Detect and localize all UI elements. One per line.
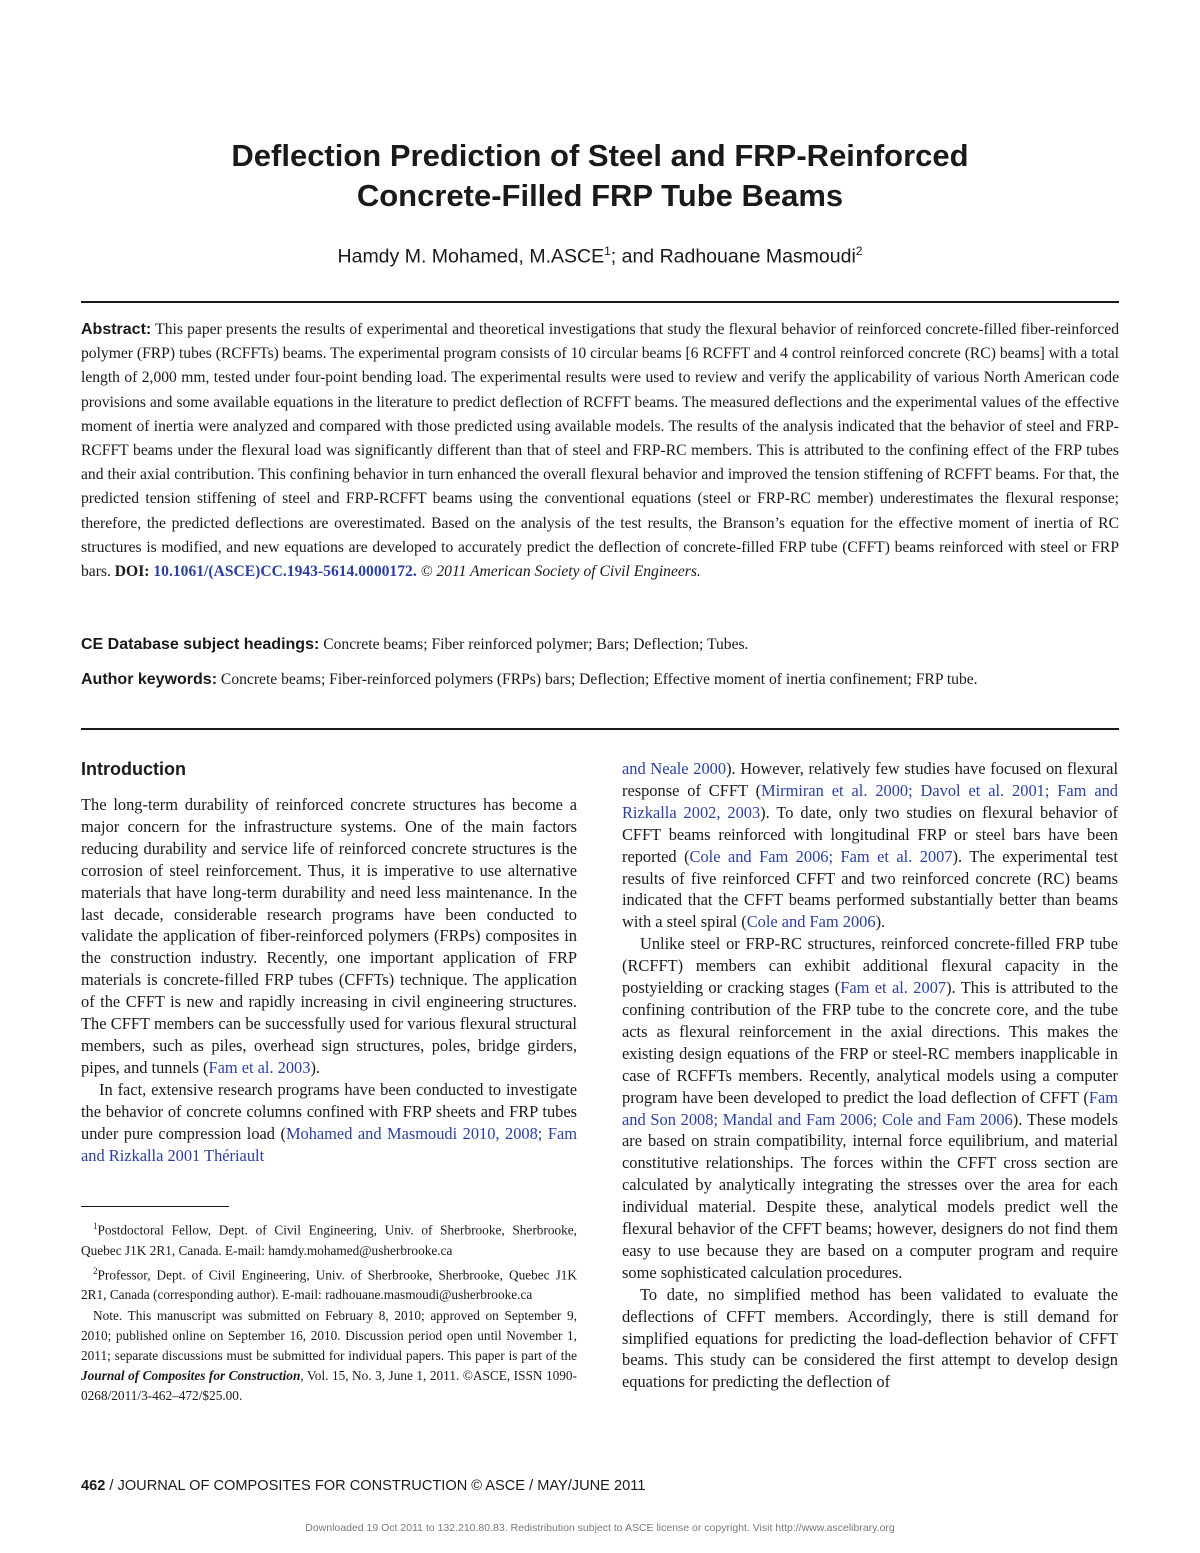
abstract-bottom-rule [81, 728, 1119, 730]
paper-title-line-1: Deflection Prediction of Steel and FRP-Reinforced [231, 138, 969, 173]
copyright-notice: © 2011 American Society of Civil Engineers. [420, 563, 701, 581]
citation-link[interactable]: Mirmiran et al. 2000; Davol et al. 2001; Fam and Rizkalla 2002, 2003 [622, 780, 1118, 822]
abstract-block [81, 318, 1119, 584]
citation-link[interactable]: Fam and Son 2008; Mandal and Fam 2006; Cole and Fam 2006 [622, 1087, 1118, 1129]
footnote-2-mark: 2 [93, 1265, 98, 1276]
right-p1-text-a: ). However, relatively few studies have focused on flexural response of CFFT ( [622, 759, 1119, 800]
citation-link[interactable]: Fam et al. 2003 [208, 1057, 311, 1077]
download-notice: Downloaded 19 Oct 2011 to 132.210.80.83. Redistribution subject to ASCE license or copyright. Visit http://www.ascelibrary.org [305, 1522, 895, 1534]
subject-headings-text: Concrete beams; Fiber reinforced polymer; Bars; Deflection; Tubes. [323, 636, 749, 653]
author-list [80, 244, 1120, 269]
right-p2-text-b: ). This is attributed to the confining contribution of the FRP tube to the concrete core, and the tube acts as flexural reinforcement in the axial directions. This makes the existing design equations of the FRP or steel-RC members inapplicable in case of RCFFTs members. Recently, analytical models using a computer program have been developed to predict the load deflection of CFFT ( [622, 978, 1118, 1107]
journal-footer-text: / JOURNAL OF COMPOSITES FOR CONSTRUCTION © ASCE / MAY/JUNE 2011 [105, 1478, 646, 1494]
author-1: Hamdy M. Mohamed, M.ASCE [337, 245, 605, 268]
footnote-rule [81, 1206, 229, 1207]
manuscript-note [81, 1306, 577, 1407]
note-text-end: , Vol. 15, No. 3, June 1, 2011. ©ASCE, ISSN 1090-0268/2011/3-462–472/$25.00. [81, 1368, 577, 1404]
intro-paragraph-1 [81, 794, 577, 1079]
footnote-2 [81, 1261, 577, 1306]
intro-p2-text: In fact, extensive research programs have been conducted to investigate the behavior of concrete columns confined with FRP sheets and FRP tubes under pure compression load ( [81, 1079, 577, 1143]
doi-link[interactable]: 10.1061/(ASCE)CC.1943-5614.0000172. [153, 563, 417, 581]
footnote-1 [81, 1216, 577, 1261]
right-p1-text-d: ). [875, 912, 886, 932]
section-heading-introduction: Introduction [81, 759, 186, 779]
citation-link[interactable]: Fam et al. 2007 [840, 978, 947, 998]
author-1-mark: 1 [604, 244, 611, 258]
right-column [622, 758, 1118, 1393]
right-p1-text-b: ). To date, only two studies on flexural behavior of CFFT beams reinforced with longitudinal FRP or steel bars have been reported ( [622, 802, 1118, 866]
right-paragraph-3: To date, no simplified method has been validated to evaluate the deflections of CFFT members. Accordingly, there is still demand for simplified equations for predicting the load-deflection behavior of CFFT beams. This study can be considered the first attempt to develop design equations for predicting the deflection of [622, 1284, 1118, 1392]
paper-title [80, 136, 1120, 216]
journal-footer [81, 1478, 645, 1494]
paper-title-line-2: Concrete-Filled FRP Tube Beams [356, 178, 844, 213]
author-keywords-text: Concrete beams; Fiber-reinforced polymers (FRPs) bars; Deflection; Effective moment of inertia confinement; FRP tube. [220, 671, 978, 688]
subject-headings-label: CE Database subject headings: [81, 636, 320, 653]
footnote-1-text: Postdoctoral Fellow, Dept. of Civil Engineering, Univ. of Sherbrooke, Sherbrooke, Quebec J1K 2R1, Canada. E-mail: hamdy.mohamed@usherbrooke.ca [81, 1222, 577, 1258]
footnote-2-text: Professor, Dept. of Civil Engineering, Univ. of Sherbrooke, Sherbrooke, Quebec J1K 2R1, Canada (corresponding author). E-mail: radhouane.masmoudi@usherbrooke.ca [81, 1267, 577, 1303]
abstract-label: Abstract: [81, 321, 152, 338]
right-paragraph-1 [622, 758, 1118, 933]
author-2-mark: 2 [855, 244, 863, 258]
left-column [81, 758, 577, 1166]
footnote-1-mark: 1 [93, 1221, 98, 1231]
author-separator: ; and Radhouane Masmoudi [610, 245, 856, 268]
footnotes [81, 1216, 577, 1407]
author-keywords [81, 668, 1119, 692]
intro-paragraph-2 [81, 1079, 577, 1167]
citation-link[interactable]: and Neale 2000 [622, 759, 727, 778]
right-p1-text-c: ). The experimental test results of five reinforced CFFT and two reinforced concrete (RC) beams indicated that the CFFT beams performed substantially better than beams with a steel spiral ( [622, 846, 1118, 932]
intro-p1-text: The long-term durability of reinforced concrete structures has become a major concern for the infrastructure systems. One of the main factors reducing durability and service life of reinforced concrete structures is the corrosion of steel reinforcement. Thus, it is imperative to use alternative materials that have long-term durability and need less maintenance. In the last decade, considerable research programs have been conducted to validate the application of fiber-reinforced polymers (FRPs) composites in the construction industry. Recently, one important application of FRP materials is concrete-filled FRP tubes (CFFTs) technique. The application of the CFFT is new and rapidly increasing in civil engineering structures. The CFFT members can be successfully used for various flexural structural members, such as piles, overhead sign structures, poles, bridge girders, pipes, and tunnels ( [81, 795, 577, 1077]
right-p2-text-a: Unlike steel or FRP-RC structures, reinforced concrete-filled FRP tube (RCFFT) members can exhibit additional flexural capacity in the postyielding or cracking stages ( [622, 934, 1118, 998]
citation-link[interactable]: Mohamed and Masmoudi 2010, 2008; Fam and Rizkalla 2001 Thériault [81, 1123, 577, 1165]
abstract-top-rule [81, 301, 1119, 303]
citation-link[interactable]: Cole and Fam 2006 [746, 912, 876, 932]
note-journal: Journal of Composites for Construction [81, 1368, 301, 1384]
right-p2-text-c: ). These models are based on strain compatibility, internal force equilibrium, and material constitutive relationships. The forces within the CFFT cross section are calculated by analytically integrating the stresses over the area for each individual material. Despite these, analytical models predict well the flexural behavior of the CFFT beams; however, designers do not find them easy to use because they are based on a computer program and require some sophisticated calculation procedures. [622, 1109, 1118, 1282]
intro-p1-end: ). [310, 1057, 321, 1077]
doi-label: DOI: [114, 563, 150, 581]
abstract-text: This paper presents the results of experimental and theoretical investigations that study the flexural behavior of reinforced concrete-filled fiber-reinforced polymer (FRP) tubes (RCFFTs) beams. The experimental program consists of 10 circular beams [6 RCFFT and 4 control reinforced concrete (RC) beams] with a total length of 2,000 mm, tested under four-point bending load. The experimental results were used to review and verify the applicability of various North American code provisions and some available equations in the literature to predict deflection of RCFFT beams. The measured deflections and the experimental values of the effective moment of inertia were analyzed and compared with those predicted using available models. The results of the analysis indicated that the behavior of steel and FRP-RCFFT beams under the flexural load was significantly different than that of steel and FRP-RC members. This is attributed to the confining effect of the FRP tubes and their axial contribution. This confining behavior in turn enhanced the overall flexural behavior and improved the tension stiffening of RCFFT beams. For that, the predicted tension stiffening of steel and FRP-RCFFT beams using the conventional equations (steel or FRP-RC member) underestimates the flexural response; therefore, the predicted deflections are overestimated. Based on the analysis of the test results, the Branson’s equation for the effective moment of inertia of RC structures is modified, and new equations are developed to accurately predict the deflection of concrete-filled FRP tube (CFFT) beams reinforced with steel or FRP bars. [81, 321, 1120, 581]
right-paragraph-2 [622, 933, 1118, 1284]
page-number: 462 [81, 1478, 106, 1494]
citation-link[interactable]: Cole and Fam 2006; Fam et al. 2007 [689, 846, 953, 866]
note-text: Note. This manuscript was submitted on February 8, 2010; approved on September 9, 2010; published online on September 16, 2010. Discussion period open until November 1, 2011; separate discussions must be submitted for individual papers. This paper is part of the [81, 1307, 577, 1364]
subject-headings [81, 633, 1119, 657]
author-keywords-label: Author keywords: [81, 671, 218, 688]
